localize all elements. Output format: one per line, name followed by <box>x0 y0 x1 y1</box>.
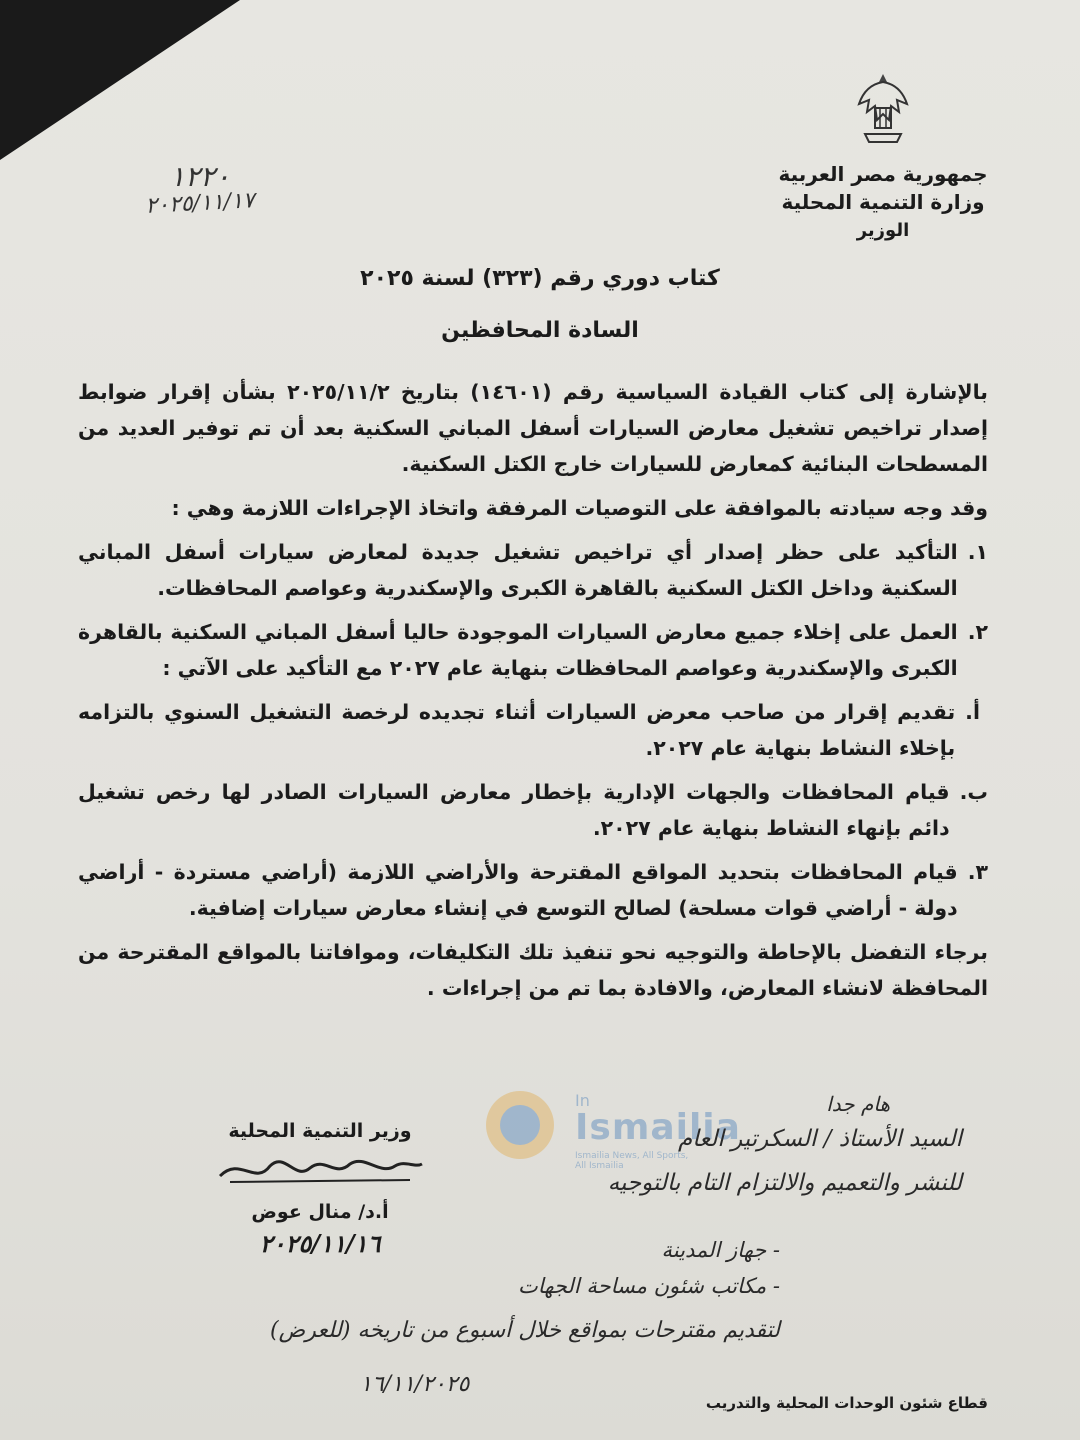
handwritten-reference <box>100 160 300 219</box>
country-name: جمهورية مصر العربية <box>778 162 988 186</box>
annotation-item-2: - مكاتب شئون مساحة الجهات <box>518 1274 780 1298</box>
site-watermark <box>480 1085 741 1175</box>
reference-date: ٢٠٢٥/١١/١٧ <box>144 188 256 219</box>
eagle-emblem-icon <box>853 70 913 148</box>
item-marker: ب. <box>959 780 988 804</box>
item-text: العمل على إخلاء جميع معارض السيارات الموجودة حاليا أسفل المباني السكنية بالقاهرة الكبرى والإسكندرية وعواصم المحافظات بنهاية عام ٢٠٢٧ مع التأكيد على الآتي : <box>78 620 958 680</box>
signature-date: ٢٠٢٥/١١/١٦ <box>259 1229 381 1258</box>
signature-scribble <box>210 1146 430 1192</box>
reference-number: ١٢٢٠ <box>169 160 231 193</box>
item-text: التأكيد على حظر إصدار أي تراخيص تشغيل جديدة لمعارض سيارات أسفل المباني السكنية وداخل الكتل السكنية بالقاهرة الكبرى والإسكندرية وعواصم المحافظات. <box>78 540 958 600</box>
item-marker: ١. <box>967 540 988 564</box>
ministry-name: وزارة التنمية المحلية <box>781 190 985 214</box>
item-text: تقديم إقرار من صاحب معرض السيارات أثناء تجديده لرخصة التشغيل السنوي بالتزامه بإخلاء النشاط بنهاية عام ٢٠٢٧. <box>78 700 956 760</box>
list-item <box>78 854 988 926</box>
department-footer: قطاع شئون الوحدات المحلية والتدريب <box>705 1394 988 1412</box>
intro-paragraph: بالإشارة إلى كتاب القيادة السياسية رقم (١٤٦٠١) بتاريخ ٢٠٢٥/١١/٢ بشأن إقرار ضوابط إصدار تراخيص تشغيل معارض السيارات أسفل المباني السكنية بعد أن تم توفير العديد من المسطحات البنائية كمعارض للسيارات خارج الكتل السكنية. <box>78 380 988 476</box>
annotation-recipient: السيد الأستاذ / السكرتير العام <box>678 1126 962 1152</box>
closing-paragraph: برجاء التفضل بالإحاطة والتوجيه نحو تنفيذ تلك التكليفات، وموافاتنا بالمواقع المقترحة من المحافظة لانشاء المعارض، والافادة بما تم من إجراءات . <box>78 940 988 1000</box>
signatory-title: وزير التنمية المحلية <box>228 1120 412 1142</box>
list-item <box>78 534 988 606</box>
list-item <box>78 774 988 846</box>
list-item <box>78 694 988 766</box>
item-marker: ٣. <box>967 860 988 884</box>
item-text: قيام المحافظات والجهات الإدارية بإخطار معارض السيارات الصادر لها رخص تشغيل دائم بإنهاء النشاط بنهاية عام ٢٠٢٧. <box>78 780 950 840</box>
letter-title: كتاب دوري رقم (٣٢٣) لسنة ٢٠٢٥ <box>360 266 720 291</box>
annotation-instruction: للنشر والتعميم والالتزام التام بالتوجيه <box>607 1170 962 1196</box>
signature-block <box>190 1120 450 1258</box>
item-text: قيام المحافظات بتحديد المواقع المقترحة والأراضي اللازمة (أراضي مستردة - أراضي دولة - أراضي قوات مسلحة) لصالح التوسع في إنشاء معارض سيارات إضافية. <box>78 860 958 920</box>
item-marker: ٢. <box>967 620 988 644</box>
scan-dark-corner <box>0 0 240 160</box>
letter-addressee: السادة المحافظين <box>441 318 639 343</box>
directive-paragraph: وقد وجه سيادته بالموافقة على التوصيات المرفقة واتخاذ الإجراءات اللازمة وهي : <box>171 496 988 520</box>
watermark-logo-icon <box>480 1085 560 1165</box>
annotation-item-1: - جهاز المدينة <box>661 1238 780 1262</box>
watermark-tagline: Ismailia News, All Sports, All Ismailia <box>575 1151 689 1171</box>
signatory-name: أ.د/ منال عوض <box>251 1201 389 1223</box>
item-marker: أ. <box>965 700 980 724</box>
minister-title: الوزير <box>856 220 910 241</box>
annotation-date: ١٦/١١/٢٠٢٥ <box>360 1372 470 1397</box>
letterhead <box>768 70 998 241</box>
annotation-urgent: هام جدا <box>826 1092 890 1116</box>
annotation-request: لتقديم مقترحات بمواقع خلال أسبوع من تاريخه (للعرض) <box>270 1318 780 1343</box>
letter-body <box>78 374 988 1014</box>
list-item <box>78 614 988 686</box>
watermark-name: Ismailia <box>575 1107 741 1148</box>
watermark-prefix: In <box>575 1091 590 1110</box>
